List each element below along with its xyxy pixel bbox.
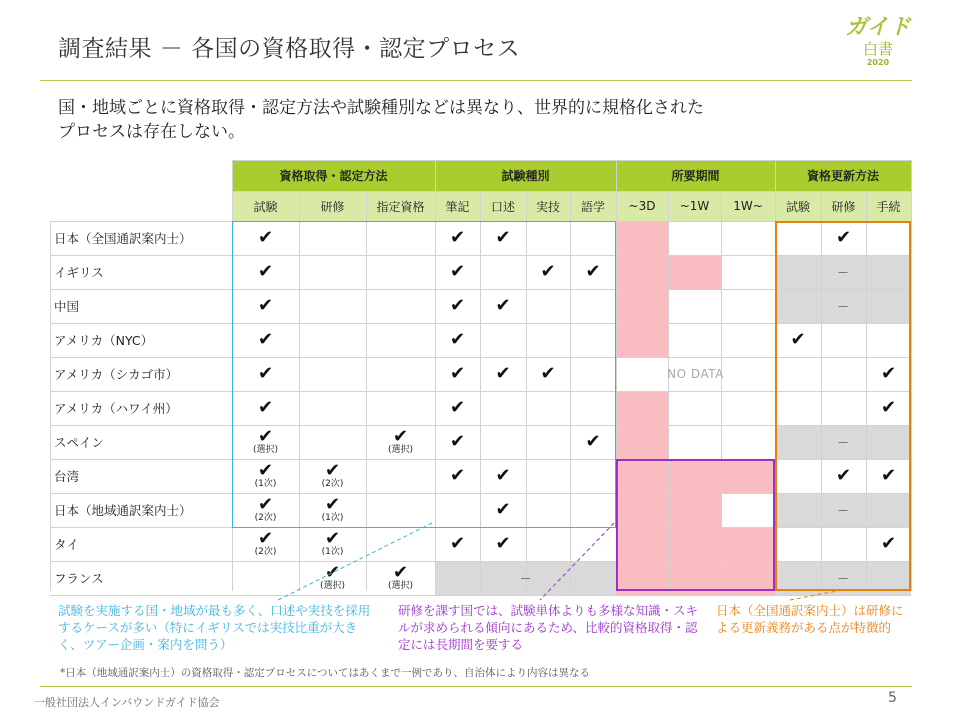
- check-icon: ✔: [324, 493, 341, 515]
- check-note: (1次): [254, 478, 277, 489]
- group-header: 試験種別: [435, 160, 616, 191]
- column-header: 筆記: [435, 191, 480, 221]
- check-icon: ✔: [449, 295, 466, 316]
- not-applicable-dash: －: [836, 299, 849, 314]
- group-header: 資格更新方法: [775, 160, 911, 191]
- check-icon: ✔: [449, 397, 466, 418]
- not-applicable-dash: －: [836, 265, 849, 280]
- check-note: (2次): [321, 478, 344, 489]
- organization-name: 一般社団法人インバウンドガイド協会: [34, 696, 220, 709]
- row-label: アメリカ（ハワイ州）: [54, 401, 178, 416]
- lead-line-1: 国・地域ごとに資格取得・認定方法や試験種別などは異なり、世界的に規格化された: [58, 98, 704, 118]
- check-note: (選択): [387, 444, 414, 455]
- not-applicable-dash: －: [836, 571, 849, 586]
- check-note: (選択): [387, 580, 414, 591]
- group-header: 資格取得・認定方法: [232, 160, 435, 191]
- row-label: フランス: [54, 571, 104, 586]
- column-header: 1W~: [721, 191, 775, 221]
- logo-line1: ガイド: [845, 15, 911, 40]
- check-icon: ✔: [257, 397, 274, 418]
- check-icon: ✔: [392, 425, 409, 447]
- check-note: (選択): [319, 580, 346, 591]
- logo-year: 2020: [866, 58, 890, 67]
- check-icon: ✔: [449, 431, 466, 452]
- check-icon: ✔: [790, 329, 806, 350]
- check-icon: ✔: [257, 295, 274, 316]
- check-note: (1次): [321, 546, 344, 557]
- check-icon: ✔: [495, 295, 511, 316]
- column-header: 研修: [821, 191, 866, 221]
- check-icon: ✔: [257, 527, 274, 549]
- check-icon: ✔: [835, 465, 852, 486]
- logo-line2: 白書: [862, 40, 893, 58]
- check-icon: ✔: [324, 459, 341, 481]
- check-icon: ✔: [449, 261, 466, 282]
- row-label: 台湾: [54, 469, 80, 484]
- column-header: 手続: [866, 191, 911, 221]
- check-icon: ✔: [449, 227, 466, 248]
- check-icon: ✔: [495, 465, 511, 486]
- check-icon: ✔: [257, 459, 274, 481]
- check-icon: ✔: [257, 261, 274, 282]
- check-note: (1次): [321, 512, 344, 523]
- row-label: イギリス: [54, 265, 104, 280]
- check-icon: ✔: [449, 329, 466, 350]
- check-icon: ✔: [449, 533, 466, 554]
- check-icon: ✔: [880, 397, 897, 418]
- row-label: 日本（全国通訳案内士）: [54, 231, 192, 246]
- check-icon: ✔: [495, 227, 511, 248]
- row-label: タイ: [54, 537, 79, 552]
- page-number: 5: [888, 690, 897, 706]
- row-label: 中国: [54, 299, 80, 314]
- check-icon: ✔: [540, 261, 556, 282]
- check-icon: ✔: [880, 465, 897, 486]
- row-label: 日本（地域通訳案内士）: [54, 503, 192, 518]
- check-icon: ✔: [495, 499, 511, 520]
- check-note: (2次): [254, 546, 277, 557]
- column-header: ~3D: [616, 191, 668, 221]
- column-header: 口述: [480, 191, 526, 221]
- check-icon: ✔: [257, 227, 274, 248]
- callout-blue: 試験を実施する国・地域が最も多く、口述や実技を採用するケースが多い（特にイギリスでは実技比重が大きく、ツアー企画・案内を問う）: [58, 603, 371, 652]
- callout-purple: 研修を課す国では、試験単体よりも多様な知識・スキルが求められる傾向にあるため、比較的資格取得・認定には長期間を要する: [398, 603, 699, 652]
- check-icon: ✔: [585, 261, 601, 282]
- check-note: (選択): [252, 444, 279, 455]
- group-header: 所要期間: [616, 160, 775, 191]
- not-applicable-dash: －: [519, 571, 532, 586]
- column-header: 研修: [299, 191, 366, 221]
- footer-divider: [40, 686, 912, 687]
- footnote: *日本（地域通訳案内士）の資格取得・認定プロセスについてはあくまで一例であり、自治体により内容は異なる: [60, 667, 591, 679]
- check-icon: ✔: [449, 363, 466, 384]
- column-header: 試験: [775, 191, 821, 221]
- column-header: ~1W: [668, 191, 721, 221]
- check-icon: ✔: [392, 561, 409, 583]
- lead-line-2: プロセスは存在しない。: [58, 122, 245, 142]
- check-icon: ✔: [257, 363, 274, 384]
- not-applicable-dash: －: [836, 435, 849, 450]
- check-icon: ✔: [835, 227, 852, 248]
- check-icon: ✔: [257, 329, 274, 350]
- column-header: 試験: [232, 191, 299, 221]
- check-icon: ✔: [585, 431, 601, 452]
- column-header: 語学: [570, 191, 616, 221]
- check-icon: ✔: [324, 561, 341, 583]
- check-icon: ✔: [257, 425, 274, 447]
- check-icon: ✔: [324, 527, 341, 549]
- column-header: 実技: [526, 191, 570, 221]
- page-title: 調査結果 － 各国の資格取得・認定プロセス: [58, 36, 521, 62]
- column-header: 指定資格: [366, 191, 435, 221]
- check-icon: ✔: [880, 363, 897, 384]
- check-icon: ✔: [880, 533, 897, 554]
- check-note: (2次): [254, 512, 277, 523]
- no-data-label: NO DATA: [667, 367, 724, 381]
- check-icon: ✔: [495, 363, 511, 384]
- not-applicable-dash: －: [836, 503, 849, 518]
- check-icon: ✔: [257, 493, 274, 515]
- row-label: アメリカ（NYC）: [54, 333, 154, 348]
- check-icon: ✔: [540, 363, 556, 384]
- row-label: アメリカ（シカゴ市）: [54, 367, 179, 382]
- callout-orange: 日本（全国通訳案内士）は研修による更新義務がある点が特徴的: [716, 603, 904, 635]
- check-icon: ✔: [495, 533, 511, 554]
- row-label: スペイン: [54, 435, 105, 450]
- check-icon: ✔: [449, 465, 466, 486]
